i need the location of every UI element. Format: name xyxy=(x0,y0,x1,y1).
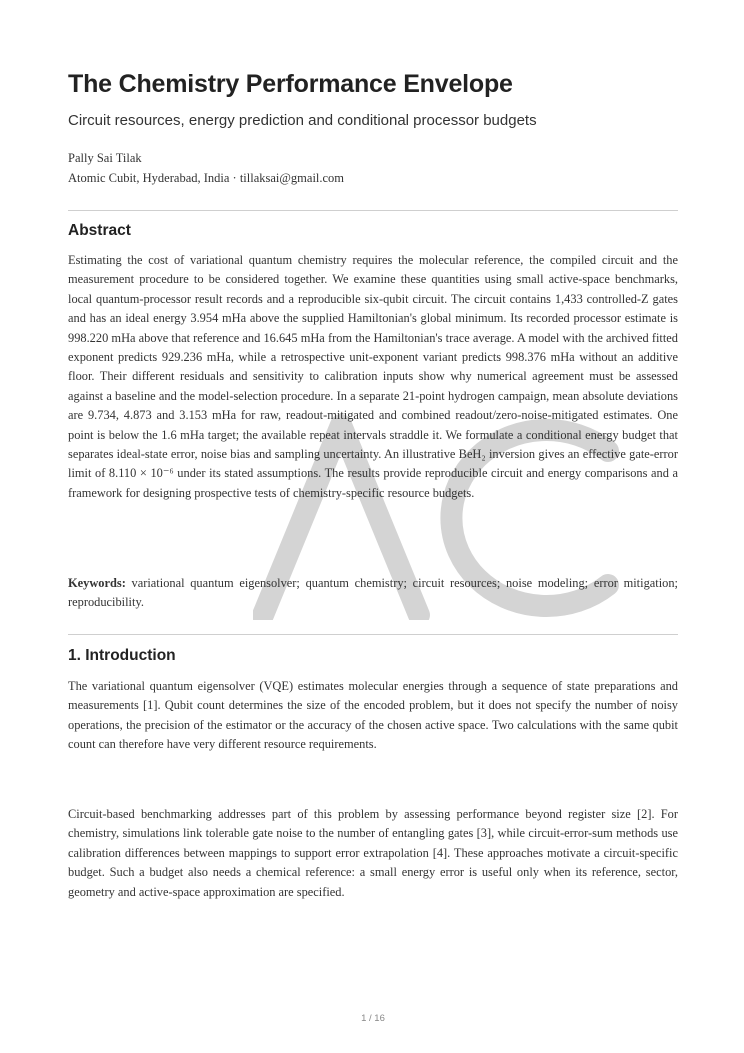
section-divider xyxy=(68,210,678,211)
keywords-label: Keywords: xyxy=(68,576,126,590)
author-name: Pally Sai Tilak xyxy=(68,151,142,165)
paper-subtitle: Circuit resources, energy prediction and conditional processor budgets xyxy=(68,112,537,129)
keywords-text: variational quantum eigensolver; quantum chemistry; circuit resources; noise modeling; error mitigation; reproducibility. xyxy=(68,576,678,610)
introduction-heading: 1. Introduction xyxy=(68,647,176,664)
section-divider xyxy=(68,634,678,635)
paper-page xyxy=(68,0,678,1053)
abstract-heading: Abstract xyxy=(68,222,131,239)
intro-paragraph-1: The variational quantum eigensolver (VQE) estimates molecular energies through a sequence of state preparations and measurements [1]. Qubit count determines the size of the encoded problem, but it does not specify the number of noisy operations, the precision of the estimator or the accuracy of the chosen active space. Two calculations with the same qubit count can therefore have very different resource requirements. xyxy=(68,679,678,752)
author-affiliation: Atomic Cubit, Hyderabad, India · tillaksai@gmail.com xyxy=(68,171,345,185)
intro-paragraph-2: Circuit-based benchmarking addresses part of this problem by assessing performance beyond register size [2]. For chemistry, simulations link tolerable gate noise to the number of entangling gates [3], while circuit-error-sum methods use calibration differences between mappings to support error extrapolation [4]. These approaches motivate a circuit-specific budget. Such a budget also needs a chemical reference: a small energy error is useful only when its reference, sector, geometry and active-space approximation are specified. xyxy=(68,807,678,899)
abstract-text: Estimating the cost of variational quantum chemistry requires the molecular reference, the compiled circuit and the measurement procedure to be considered together. We examine these quantities using small active-space benchmarks, local quantum-processor result records and a reproducible six-qubit circuit. The circuit contains 1,433 controlled-Z gates and has an ideal energy 3.954 mHa above the supplied Hamiltonian's global minimum. Its recorded processor estimate is 998.220 mHa above that reference and 16.645 mHa from the Hamiltonian's trace average. A model with the archived fitted exponent predicts 929.236 mHa, while a retrospective unit-exponent variant predicts 998.376 mHa without an additive floor. Their different residuals and sensitivity to calibration inputs show why numerical agreement must be assessed against a baseline and the model-selection procedure. In a separate 21-point hydrogen campaign, mean absolute deviations are 9.734, 4.873 and 3.153 mHa for raw, readout-mitigated and combined readout/zero-noise-mitigated estimates. One point is below the 1.6 mHa target; the available repeat intervals straddle it. We formulate a conditional energy budget that separates ideal-state error, noise bias and sampling uncertainty. An illustrative BeH₂ inversion gives an effective gate-error limit of 8.110 × 10⁻⁶ under its stated assumptions. The results provide reproducible circuit and energy comparisons and a framework for designing prospective tests of chemistry-specific resource budgets. xyxy=(68,253,678,500)
keywords xyxy=(68,574,678,613)
page-number: 1 / 16 xyxy=(361,1013,385,1024)
paper-title: The Chemistry Performance Envelope xyxy=(68,70,513,98)
